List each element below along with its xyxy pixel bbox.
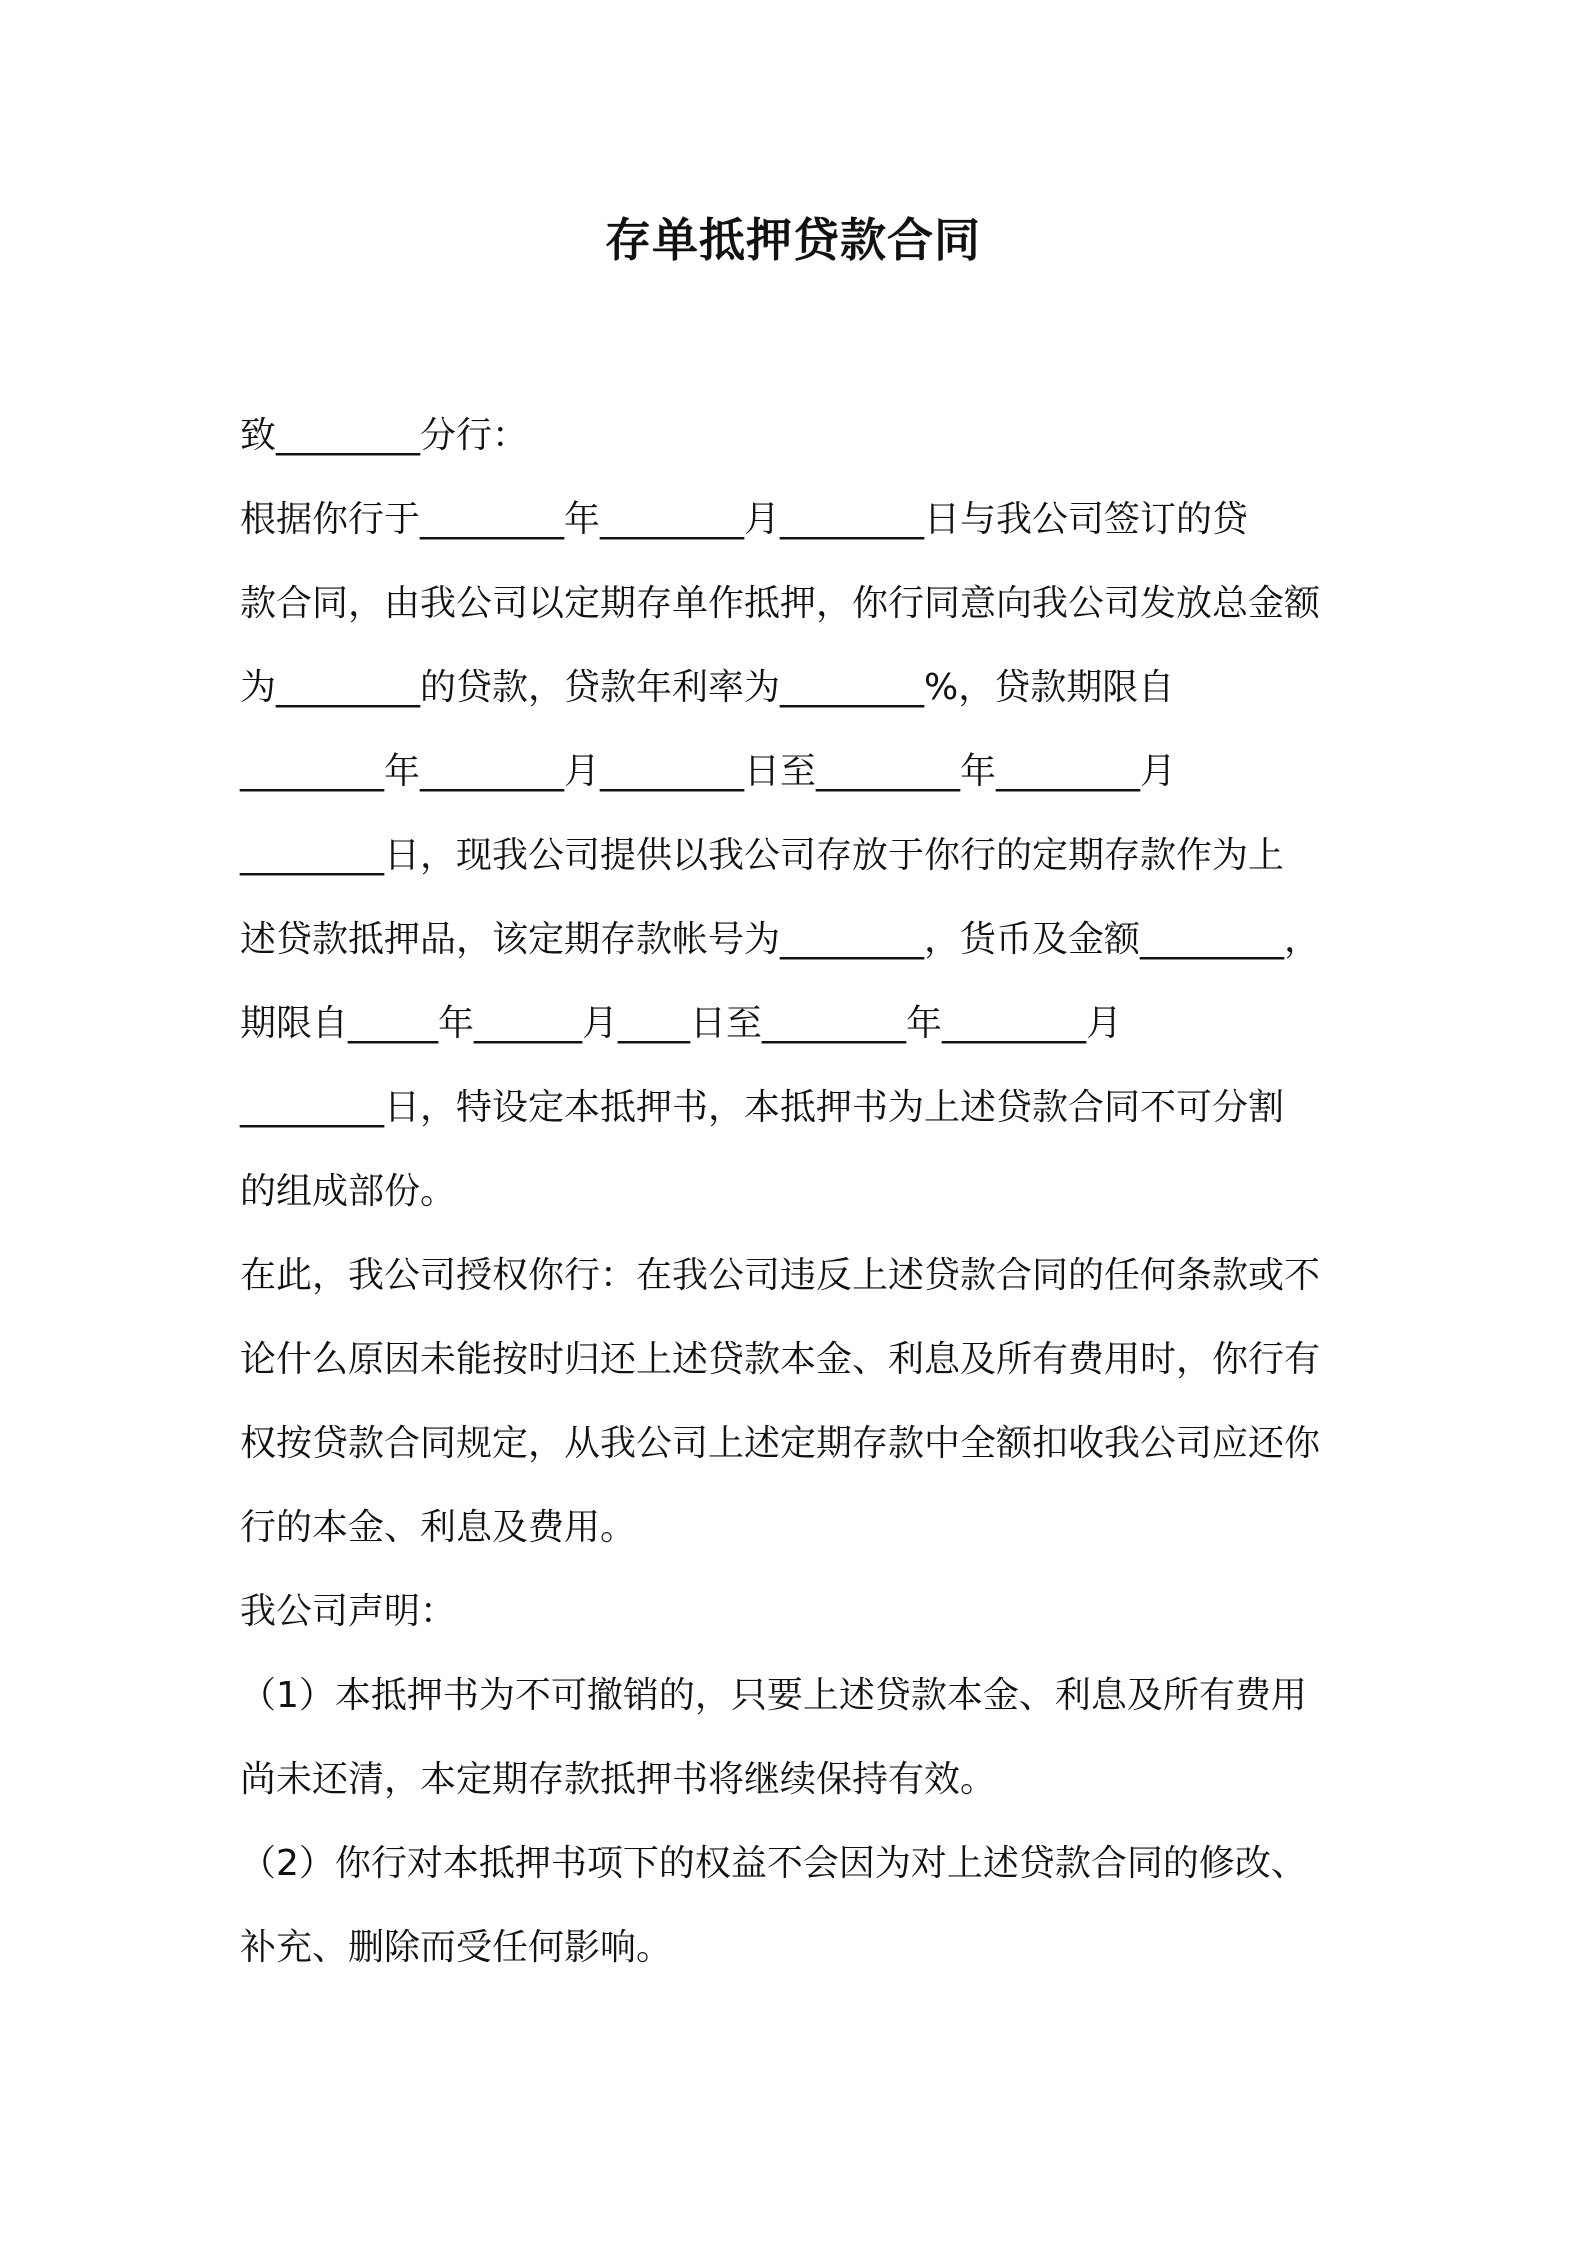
text-line: ________年________月________日至________年________月 <box>240 751 1176 792</box>
text-line: 述贷款抵押品，该定期存款帐号为________，货币及金额________， <box>240 919 1321 960</box>
text-line: 我公司声明： <box>240 1591 457 1632</box>
text-line: 的组成部份。 <box>240 1171 457 1212</box>
text-line: （2）你行对本抵押书项下的权益不会因为对上述贷款合同的修改、 <box>240 1843 1307 1884</box>
text-line: 款合同，由我公司以定期存单作抵押，你行同意向我公司发放总金额 <box>240 583 1321 624</box>
text-line: ________日，现我公司提供以我公司存放于你行的定期存款作为上 <box>240 835 1285 876</box>
text-line: 根据你行于________年________月________日与我公司签订的贷 <box>240 499 1249 540</box>
text-line: 期限自_____年______月____日至________年________月 <box>240 1003 1123 1044</box>
text-line: 论什么原因未能按时归还上述贷款本金、利息及所有费用时，你行有 <box>240 1339 1321 1380</box>
text-line: 在此，我公司授权你行：在我公司违反上述贷款合同的任何条款或不 <box>240 1255 1321 1296</box>
text-line: ________日，特设定本抵押书，本抵押书为上述贷款合同不可分割 <box>240 1087 1285 1128</box>
text-line: 尚未还清，本定期存款抵押书将继续保持有效。 <box>240 1759 997 1800</box>
text-line: 补充、删除而受任何影响。 <box>240 1927 673 1968</box>
text-line: 权按贷款合同规定，从我公司上述定期存款中全额扣收我公司应还你 <box>240 1423 1321 1464</box>
document-title: 存单抵押贷款合同 <box>605 213 981 267</box>
text-line: 为________的贷款，贷款年利率为________%，贷款期限自 <box>240 667 1175 708</box>
text-line: （1）本抵押书为不可撤销的，只要上述贷款本金、利息及所有费用 <box>240 1675 1307 1716</box>
text-line: 致________分行： <box>240 415 529 456</box>
text-line: 行的本金、利息及费用。 <box>240 1507 637 1548</box>
